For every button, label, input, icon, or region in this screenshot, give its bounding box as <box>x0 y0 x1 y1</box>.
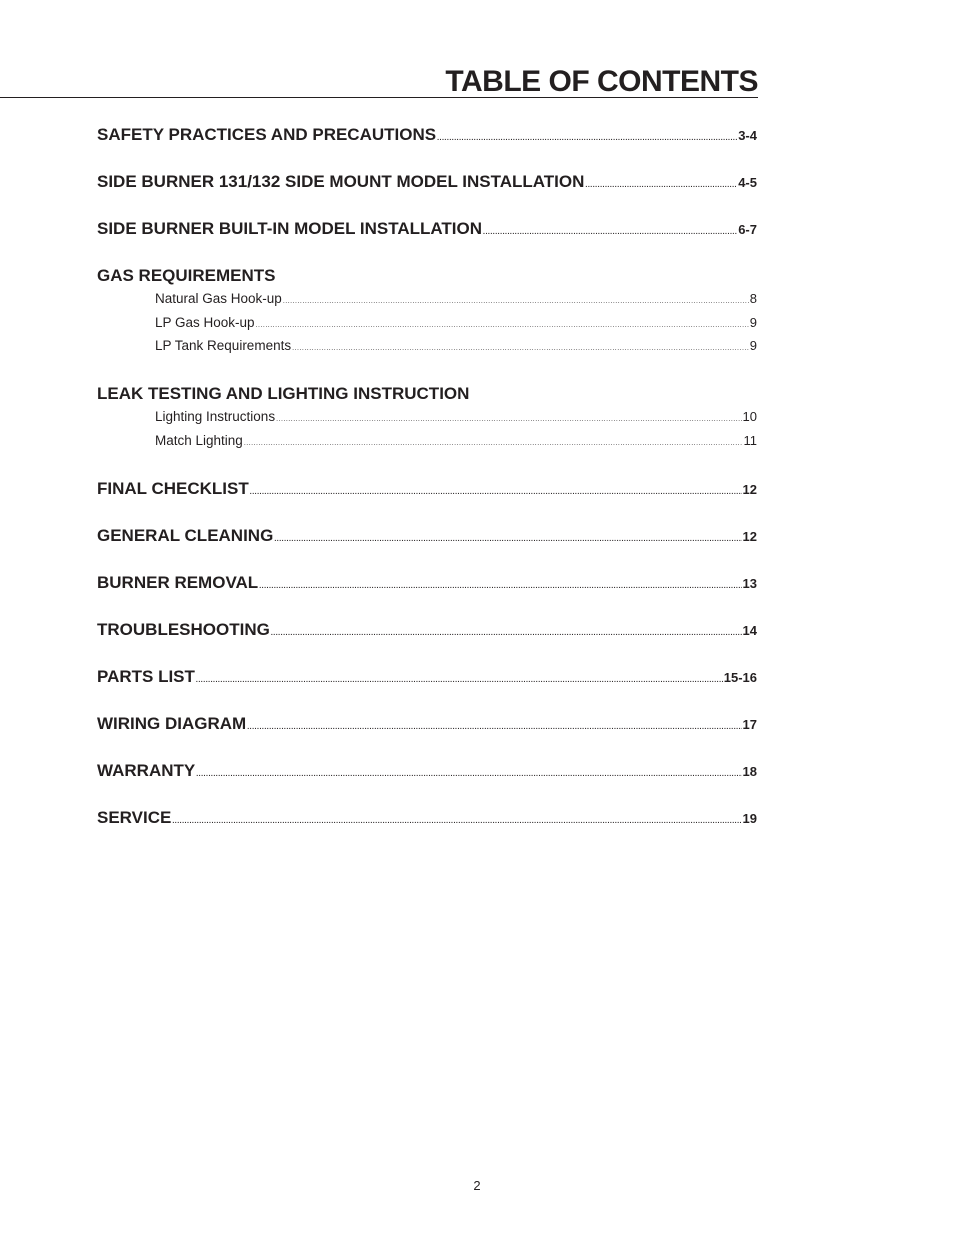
toc-entry-label: WIRING DIAGRAM <box>97 713 247 733</box>
toc-entry-page: 17 <box>742 716 757 732</box>
table-of-contents <box>97 122 757 852</box>
toc-heading-leak-testing: LEAK TESTING AND LIGHTING INSTRUCTION <box>97 384 470 403</box>
toc-entry-page: 9 <box>749 314 757 330</box>
toc-entry-page: 14 <box>742 622 757 638</box>
dot-leader <box>292 338 749 360</box>
toc-entry-final-checklist[interactable] <box>97 476 757 523</box>
toc-entry-label: BURNER REMOVAL <box>97 572 259 592</box>
toc-entry-label: GENERAL CLEANING <box>97 525 274 545</box>
dot-leader <box>283 291 749 313</box>
toc-entry-label: TROUBLESHOOTING <box>97 619 270 639</box>
toc-subentry-lighting-instructions[interactable] <box>97 406 757 430</box>
toc-subentry-natural-gas[interactable] <box>97 288 757 312</box>
toc-entry-general-cleaning[interactable] <box>97 523 757 570</box>
toc-heading-gas-requirements: GAS REQUIREMENTS <box>97 266 276 285</box>
toc-entry-label: Match Lighting <box>155 432 243 448</box>
dot-leader <box>244 433 743 455</box>
dot-leader <box>250 480 742 506</box>
toc-entry-page: 19 <box>742 810 757 826</box>
toc-entry-warranty[interactable] <box>97 758 757 805</box>
toc-entry-safety[interactable] <box>97 122 757 169</box>
toc-entry-label: SIDE BURNER BUILT-IN MODEL INSTALLATION <box>97 219 483 238</box>
toc-entry-page: 18 <box>742 763 757 779</box>
dot-leader <box>256 315 749 337</box>
toc-entry-page: 4-5 <box>738 175 757 190</box>
toc-entry-parts-list[interactable] <box>97 664 757 711</box>
dot-leader <box>437 126 737 152</box>
toc-entry-label: Lighting Instructions <box>155 409 276 424</box>
toc-entry-label: SAFETY PRACTICES AND PRECAUTIONS <box>97 125 437 144</box>
toc-entry-troubleshooting[interactable] <box>97 617 757 664</box>
toc-subentry-match-lighting[interactable] <box>97 430 757 476</box>
toc-entry-service[interactable] <box>97 805 757 852</box>
toc-entry-wiring-diagram[interactable] <box>97 711 757 758</box>
toc-entry-page: 9 <box>749 338 757 353</box>
dot-leader <box>271 621 742 647</box>
toc-entry-built-in-installation[interactable] <box>97 216 757 263</box>
dot-leader <box>247 715 741 741</box>
dot-leader <box>274 527 741 553</box>
toc-entry-page: 12 <box>742 481 757 497</box>
toc-subentry-lp-tank[interactable] <box>97 335 757 381</box>
toc-entry-side-mount-installation[interactable] <box>97 169 757 216</box>
toc-entry-label: Natural Gas Hook-up <box>155 291 282 306</box>
toc-subentry-lp-gas[interactable] <box>97 312 757 336</box>
toc-entry-page: 11 <box>743 432 757 448</box>
toc-entry-label: SIDE BURNER 131/132 SIDE MOUNT MODEL INSTALLATION <box>97 172 585 191</box>
dot-leader <box>585 173 737 199</box>
title-underline <box>0 97 758 98</box>
toc-entry-page: 8 <box>749 291 757 306</box>
dot-leader <box>276 409 741 431</box>
toc-entry-label: SERVICE <box>97 807 172 827</box>
page-number: 2 <box>473 1178 481 1193</box>
toc-entry-page: 6-7 <box>738 222 757 237</box>
toc-entry-label: LP Tank Requirements <box>155 338 292 353</box>
toc-entry-label: FINAL CHECKLIST <box>97 478 249 498</box>
toc-entry-burner-removal[interactable] <box>97 570 757 617</box>
toc-entry-page: 10 <box>742 409 757 424</box>
dot-leader <box>172 809 741 835</box>
dot-leader <box>196 668 723 694</box>
dot-leader <box>259 574 741 600</box>
dot-leader <box>196 762 741 788</box>
dot-leader <box>483 220 737 246</box>
toc-entry-page: 13 <box>742 575 757 591</box>
toc-entry-label: PARTS LIST <box>97 666 195 686</box>
toc-entry-label: WARRANTY <box>97 760 196 780</box>
page-title: TABLE OF CONTENTS <box>445 65 758 98</box>
toc-entry-page: 15-16 <box>723 669 757 685</box>
toc-entry-page: 12 <box>742 528 757 544</box>
toc-entry-page: 3-4 <box>738 128 757 143</box>
toc-entry-label: LP Gas Hook-up <box>155 314 255 330</box>
